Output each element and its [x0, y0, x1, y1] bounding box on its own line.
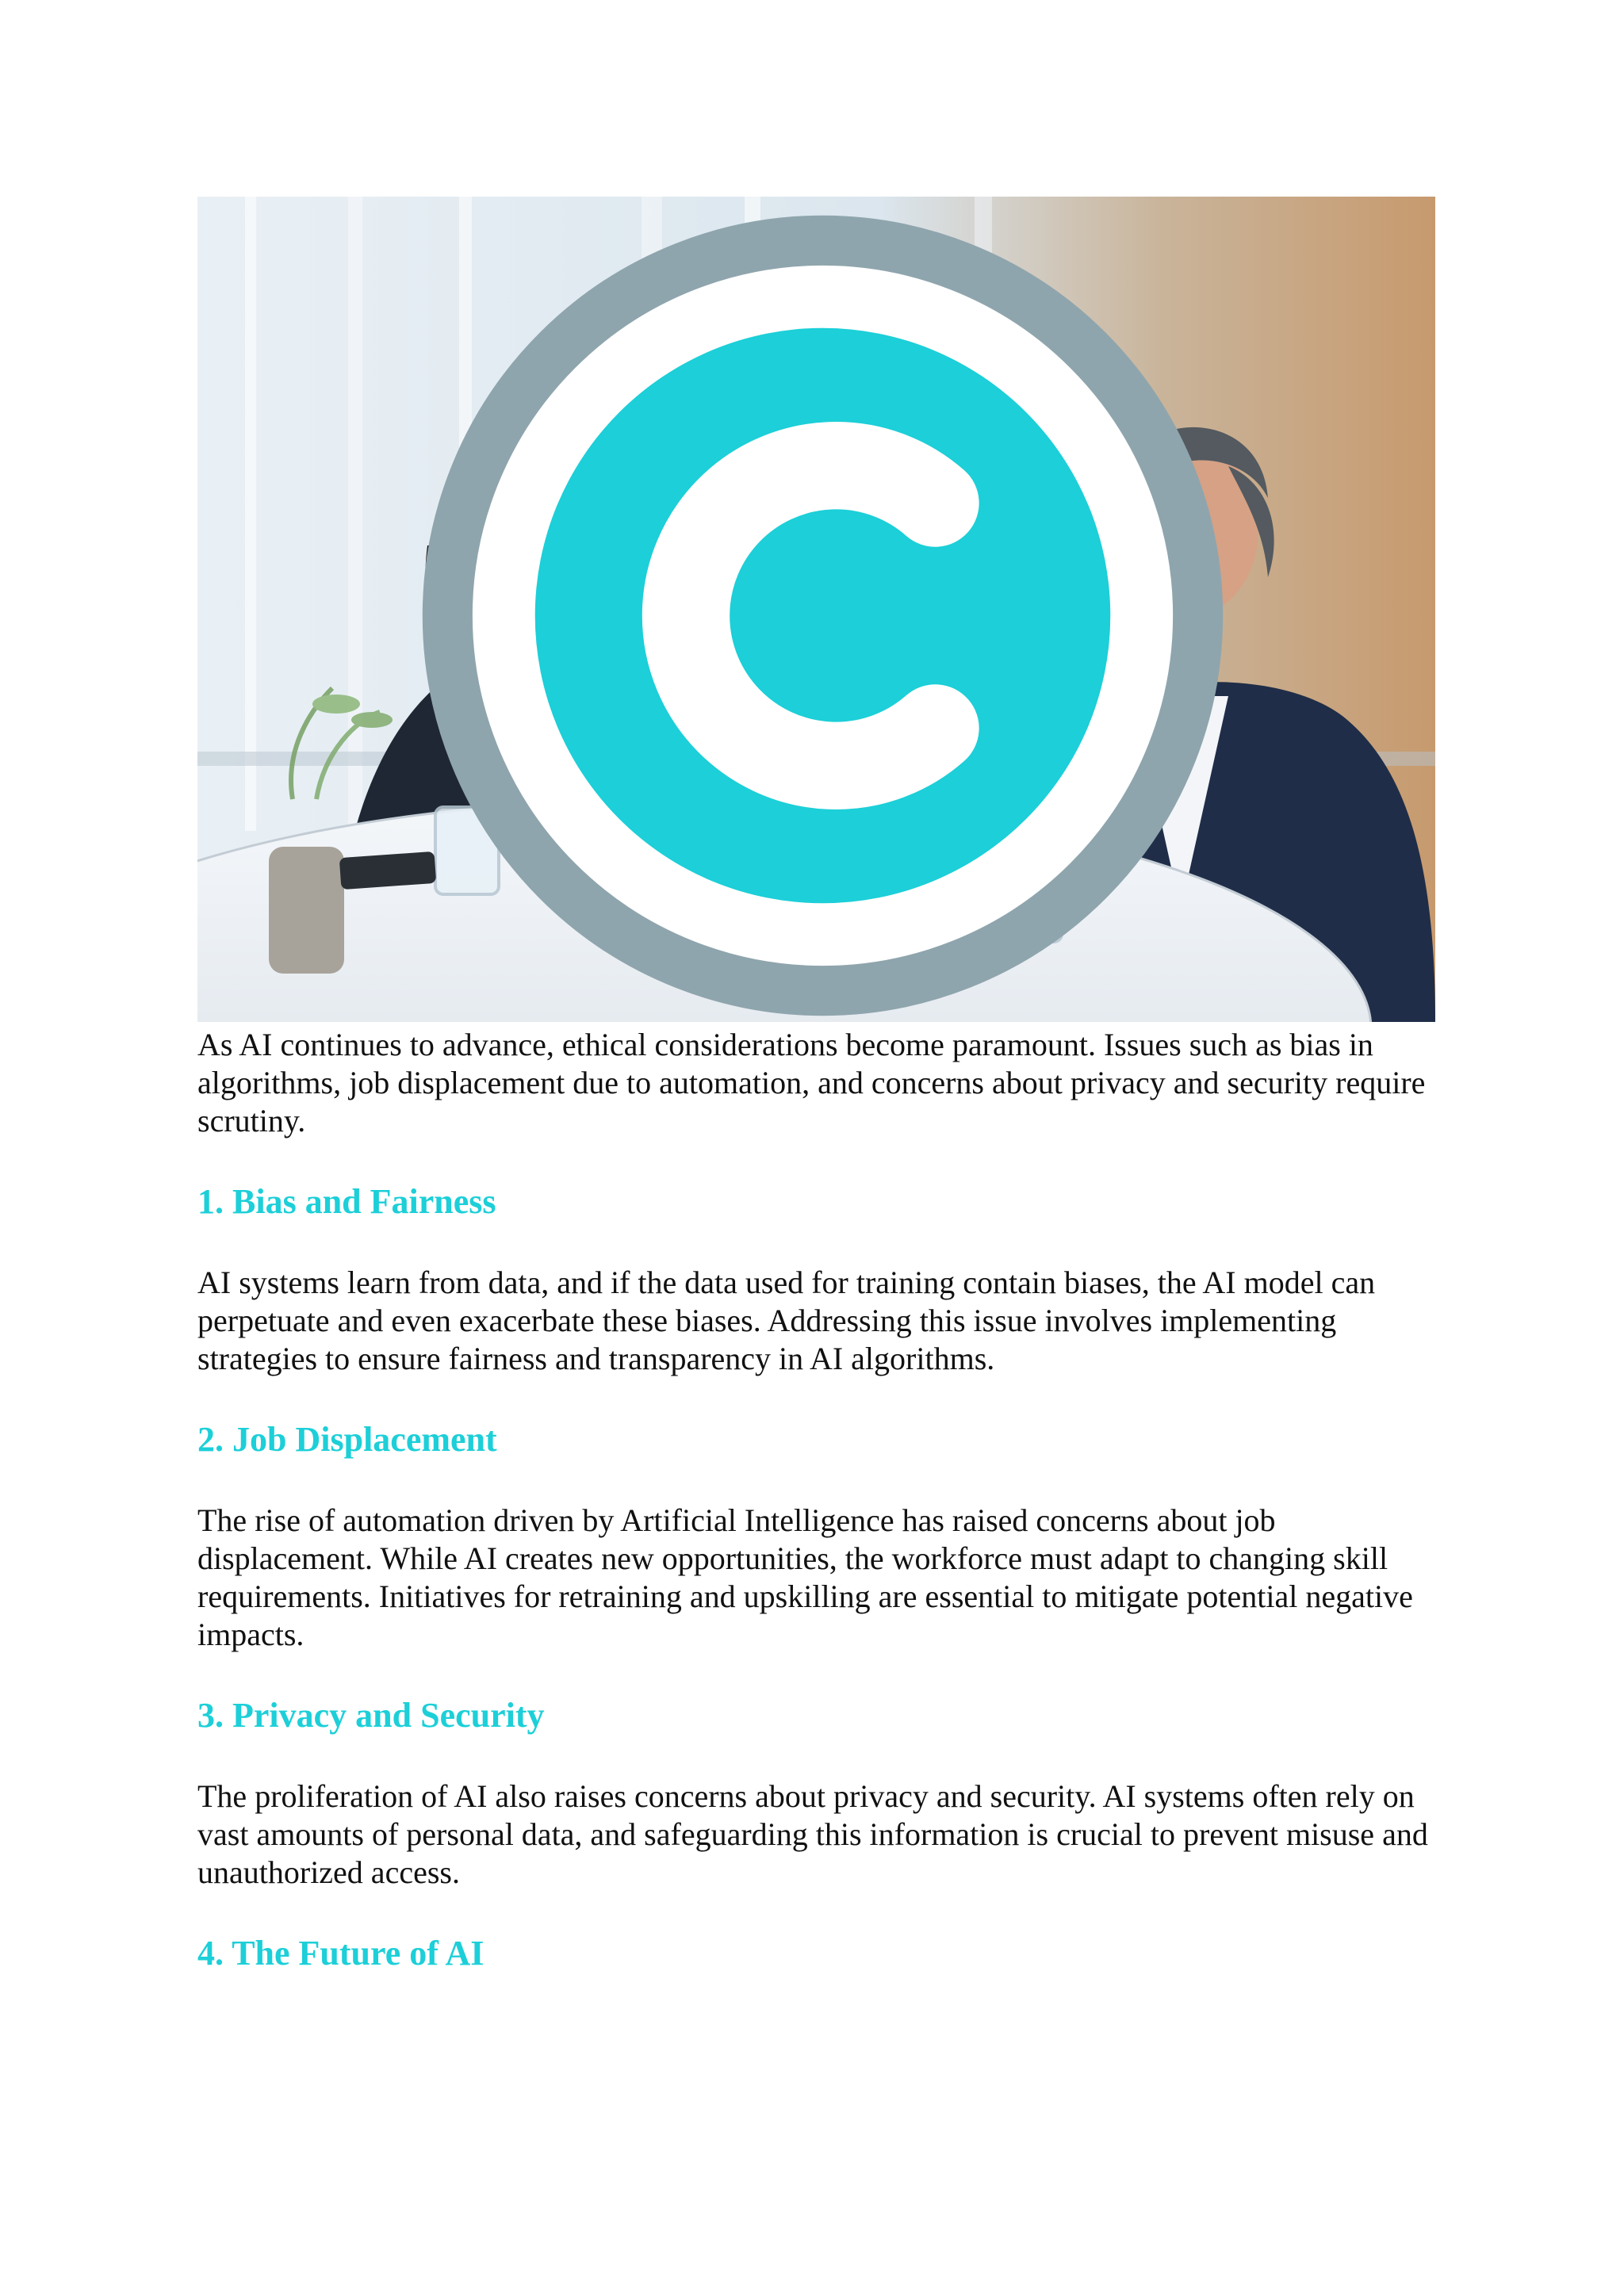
meeting-photo	[197, 197, 1435, 1022]
section-paragraph: AI systems learn from data, and if the data used for training contain biases, the AI model can perpetuate and even exacerbate these biases. Addressing this issue involves implementing strategies to ensure fairness and transparency in AI algorithms.	[197, 1265, 1376, 1376]
section-privacy-security-body	[197, 1777, 1438, 1892]
section-heading: 3. Privacy and Security	[197, 1696, 545, 1735]
section-paragraph: The rise of automation driven by Artificial Intelligence has raised concerns about job displacement. While AI creates new opportunities, the workforce must adapt to changing skill requirements. Initiatives for retraining and upskilling are essential to mitigate potential negative impacts.	[197, 1502, 1413, 1652]
section-privacy-security	[197, 1695, 1438, 1736]
section-job-displacement	[197, 1419, 1438, 1460]
intro-paragraph: As AI continues to advance, ethical considerations become paramount. Issues such as bias in algorithms, job displacement due to automation, and concerns about privacy and security require scrutiny.	[197, 1027, 1426, 1138]
section-paragraph: The proliferation of AI also raises concerns about privacy and security. AI systems often rely on vast amounts of personal data, and safeguarding this information is crucial to prevent misuse and unauthorized access.	[197, 1778, 1428, 1890]
c-circle-logo-icon	[204, 203, 1435, 1022]
section-bias-fairness-body	[197, 1264, 1438, 1378]
section-heading: 1. Bias and Fairness	[197, 1182, 496, 1221]
intro-block	[197, 1026, 1438, 1140]
section-future-of-ai	[197, 1933, 1438, 1974]
section-heading: 4. The Future of AI	[197, 1934, 485, 1973]
section-heading: 2. Job Displacement	[197, 1420, 497, 1459]
section-job-displacement-body	[197, 1502, 1438, 1654]
section-bias-fairness	[197, 1181, 1438, 1223]
